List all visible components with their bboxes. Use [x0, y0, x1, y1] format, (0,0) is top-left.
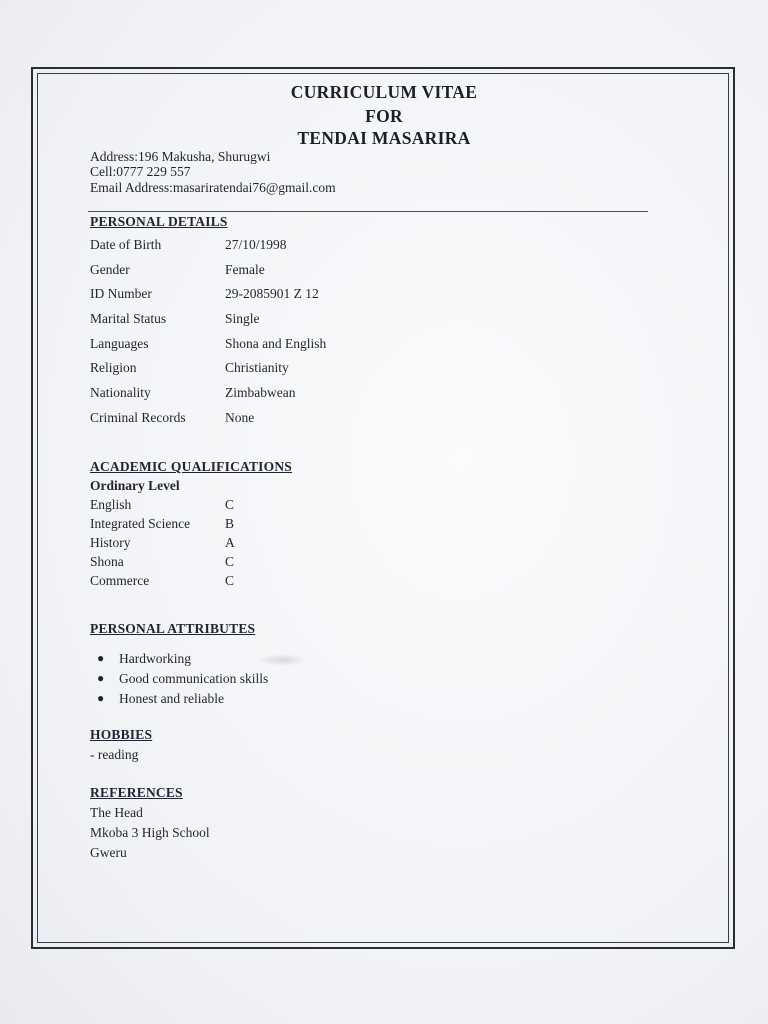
- subject-name: History: [90, 535, 131, 550]
- detail-value: 27/10/1998: [225, 237, 287, 252]
- document-title-for: FOR: [365, 106, 403, 126]
- detail-value: None: [225, 410, 255, 425]
- reference-line: The Head: [90, 805, 143, 820]
- detail-label: Marital Status: [90, 311, 167, 326]
- academic-qualifications-heading: ACADEMIC QUALIFICATIONS: [90, 459, 292, 474]
- detail-label: Nationality: [90, 385, 151, 400]
- subject-grade: A: [225, 535, 235, 550]
- attribute-text: Honest and reliable: [119, 691, 224, 706]
- subject-grade: C: [225, 497, 235, 512]
- document-title: CURRICULUM VITAE: [290, 82, 478, 102]
- bullet-icon: ●: [97, 691, 105, 705]
- subject-name: Shona: [90, 554, 124, 569]
- subject-name: Commerce: [90, 573, 150, 588]
- subject-name: English: [90, 497, 132, 512]
- hobby-item: - reading: [90, 747, 139, 762]
- detail-label: ID Number: [90, 286, 152, 301]
- detail-label: Religion: [90, 360, 137, 375]
- subject-grade: B: [225, 516, 235, 531]
- detail-value: Shona and English: [225, 336, 327, 351]
- header-divider: [88, 211, 648, 212]
- detail-value: 29-2085901 Z 12: [225, 286, 319, 301]
- detail-label: Languages: [90, 336, 149, 351]
- personal-details-heading: PERSONAL DETAILS: [90, 214, 228, 229]
- candidate-name: TENDAI MASARIRA: [297, 128, 471, 148]
- hobbies-heading: HOBBIES: [90, 727, 153, 742]
- references-heading: REFERENCES: [90, 785, 183, 800]
- cell-line: Cell:0777 229 557: [90, 164, 191, 179]
- bullet-icon: ●: [97, 671, 105, 685]
- detail-value: Zimbabwean: [225, 385, 296, 400]
- detail-value: Single: [225, 311, 260, 326]
- detail-value: Christianity: [225, 360, 289, 375]
- subject-grade: C: [225, 554, 235, 569]
- ordinary-level-subheading: Ordinary Level: [90, 478, 180, 493]
- detail-value: Female: [225, 262, 265, 277]
- subject-name: Integrated Science: [90, 516, 191, 531]
- attribute-text: Hardworking: [119, 651, 191, 666]
- reference-line: Gweru: [90, 845, 127, 860]
- detail-label: Gender: [90, 262, 130, 277]
- detail-label: Criminal Records: [90, 410, 186, 425]
- bullet-icon: ●: [97, 651, 105, 665]
- reference-line: Mkoba 3 High School: [90, 825, 210, 840]
- subject-grade: C: [225, 573, 235, 588]
- personal-attributes-heading: PERSONAL ATTRIBUTES: [90, 621, 256, 636]
- detail-label: Date of Birth: [90, 237, 162, 252]
- attribute-text: Good communication skills: [119, 671, 269, 686]
- email-line: Email Address:masariratendai76@gmail.com: [90, 180, 336, 195]
- address-line: Address:196 Makusha, Shurugwi: [90, 149, 271, 164]
- scan-smudge: [258, 654, 308, 666]
